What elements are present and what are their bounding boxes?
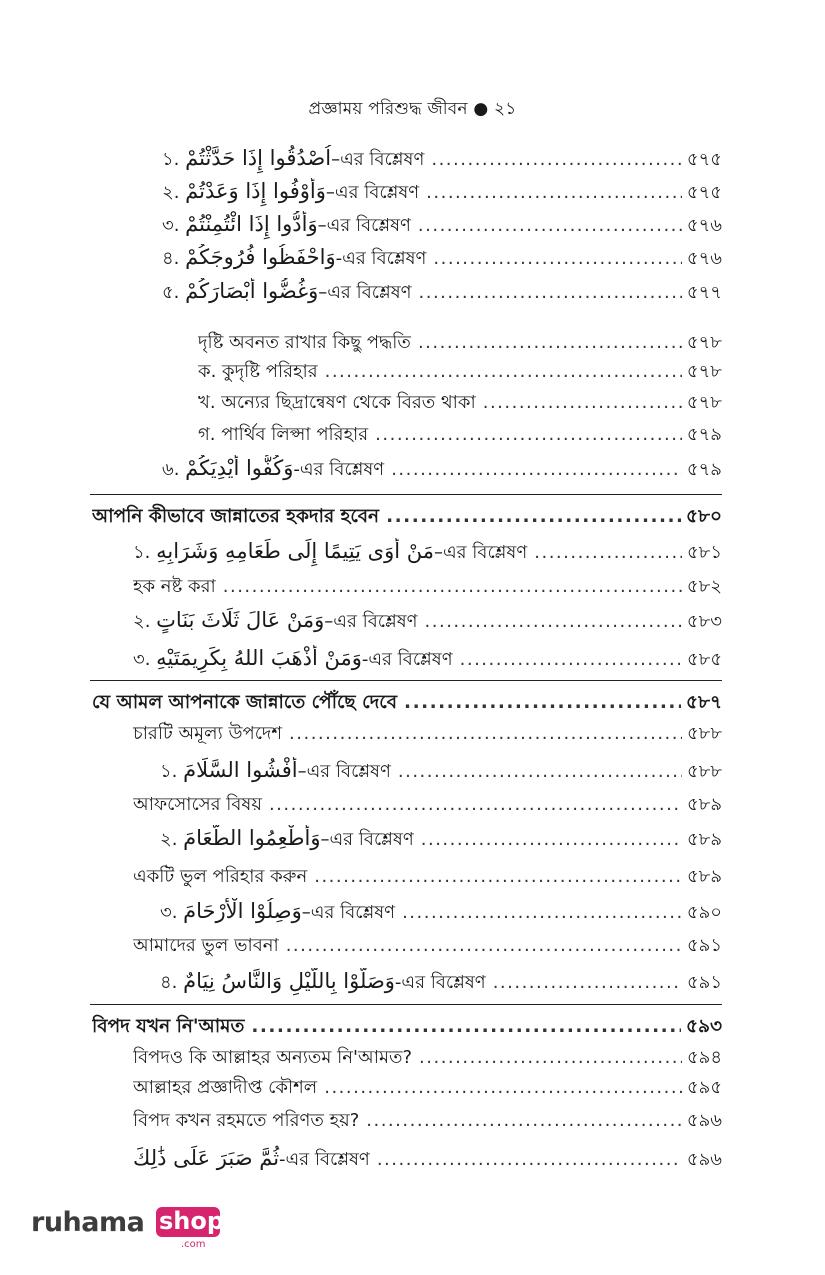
toc-entry-arabic: وَغُضُّوا أَبْصَارَكُمْ (185, 278, 319, 303)
dot-leader (251, 1018, 681, 1037)
toc-chapter[interactable] (92, 1012, 722, 1042)
dot-leader (269, 796, 682, 814)
toc-entry-number: ৪. (162, 247, 186, 269)
toc-page-number: ৫৮৯ (686, 865, 722, 887)
toc-entry-text: –এর বিশ্লেষণ (325, 181, 420, 203)
toc-entry-title (133, 862, 311, 892)
dot-leader (324, 1079, 682, 1097)
toc-entry-text: –এর বিশ্লেষণ (324, 610, 418, 632)
toc-entry-title (160, 898, 399, 928)
toc-page-number: ৫৯৪ (686, 1046, 722, 1068)
toc-entry-title (92, 502, 383, 532)
toc-page-number: ৫৯০ (686, 901, 722, 923)
dot-leader (534, 544, 682, 562)
section-divider (90, 680, 722, 681)
toc-page-number: ৫৮৮ (686, 760, 722, 782)
dot-leader (314, 868, 682, 886)
toc-entry-title (160, 757, 395, 787)
toc-entry-text: হক নষ্ট করা (133, 575, 216, 597)
toc-entry-arabic: أَفْشُوا السَّلَامَ (183, 757, 298, 782)
dot-leader (402, 904, 682, 922)
toc-entry-title (198, 420, 372, 450)
toc-entry-number: ৩. (160, 901, 184, 923)
toc-entry-text: আল্লাহর প্রজ্ঞাদীপ্ত কৌশল (133, 1076, 318, 1098)
toc-entry-arabic: وَمَنْ أَذْهَبَ اللهُ بِكَرِيمَتَيْهِ (156, 645, 362, 670)
toc-entry-title (198, 388, 480, 418)
dot-leader (325, 363, 682, 381)
toc-page-number: ৫৯১ (686, 971, 722, 993)
logo-shop-text: shop (159, 1207, 225, 1235)
toc-page-number: ৫৯৬ (686, 1109, 722, 1131)
toc-entry[interactable] (160, 825, 722, 855)
toc-entry-title (160, 825, 418, 855)
toc-entry[interactable] (162, 145, 722, 175)
toc-page-number: ৫৮১ (686, 541, 722, 563)
toc-entry[interactable] (133, 1073, 722, 1103)
dot-leader (286, 937, 682, 955)
toc-entry-title (160, 968, 490, 998)
toc-page-number: ৫৭৬ (686, 247, 722, 269)
dot-leader (366, 1112, 682, 1130)
toc-entry-arabic: وَأَوْفُوا إِذَا وَعَدْتُمْ (185, 178, 326, 203)
toc-entry-arabic: ثُمَّ صَبَرَ عَلَى ذَٰلِكَ (133, 1145, 280, 1170)
toc-entry-title (133, 790, 266, 820)
toc-entry-text: –এর বিশ্লেষণ (331, 148, 425, 170)
toc-entry-text: ক. কুদৃষ্টি পরিহার (198, 360, 318, 382)
toc-entry[interactable] (160, 898, 722, 928)
toc-entry-number: ২. (133, 610, 157, 632)
dot-leader (419, 284, 682, 302)
dot-leader (493, 974, 682, 992)
toc-chapter[interactable] (92, 502, 722, 532)
toc-entry-arabic: وَأَطْعِمُوا الطَّعَامَ (183, 825, 321, 850)
toc-entry-number: ২. (160, 828, 184, 850)
dot-leader (398, 763, 682, 781)
dot-leader (418, 334, 682, 352)
toc-page-number: ৫৭৫ (686, 181, 722, 203)
toc-entry-title (133, 719, 286, 749)
toc-page-number: ৫৮৯ (686, 828, 722, 850)
toc-entry[interactable] (198, 328, 722, 358)
toc-page-number: ৫৭৬ (686, 214, 722, 236)
toc-entry-number: ২. (162, 181, 186, 203)
toc-page-number: ৫৮৭ (685, 691, 722, 713)
toc-entry-title (133, 645, 457, 675)
dot-leader (418, 217, 682, 235)
toc-page-number: ৫৮৯ (686, 793, 722, 815)
toc-entry-text: আফসোসের বিষয় (133, 793, 262, 815)
toc-entry[interactable] (133, 862, 722, 892)
toc-entry[interactable] (133, 645, 722, 675)
toc-entry-text: -এর বিশ্লেষণ (279, 1148, 370, 1170)
toc-entry[interactable] (160, 757, 722, 787)
toc-page-number: ৫৭৫ (686, 148, 722, 170)
toc-entry-title (162, 178, 423, 208)
toc-entry-arabic: مَنْ أَوَى يَتِيمًا إِلَى طَعَامِهِ وَشَرَابِهِ (156, 538, 434, 563)
toc-entry-text: বিপদও কি আল্লাহর অন্যতম নি'আমত? (133, 1046, 413, 1068)
toc-entry-arabic: اُصْدُقُوا إِذَا حَدَّثْتُمْ (185, 145, 332, 170)
toc-entry[interactable] (133, 931, 722, 961)
toc-entry-number: ৩. (162, 214, 186, 236)
toc-entry-text: খ. অন্যের ছিদ্রান্বেষণ থেকে বিরত থাকা (198, 391, 476, 413)
toc-entry[interactable] (133, 719, 722, 749)
toc-entry-text: -এর বিশ্লেষণ (335, 247, 427, 269)
toc-entry-title (133, 538, 531, 568)
dot-leader (483, 394, 682, 412)
toc-entry-title (133, 572, 220, 602)
toc-entry-text: –এর বিশ্লেষণ (318, 281, 412, 303)
toc-page-number: ৫৯৩ (685, 1015, 722, 1037)
toc-page-number: ৫৮৫ (686, 648, 722, 670)
toc-entry-number: ৫. (162, 281, 186, 303)
section-divider (90, 1004, 722, 1005)
toc-entry[interactable] (133, 572, 722, 602)
toc-entry-text: -এর বিশ্লেষণ (394, 971, 486, 993)
toc-entry-text: আপনি কীভাবে জান্নাতের হকদার হবেন (92, 505, 380, 527)
toc-entry[interactable] (162, 178, 722, 208)
toc-entry-title (133, 931, 283, 961)
toc-chapter[interactable] (92, 688, 722, 718)
toc-entry-title (162, 455, 388, 485)
toc-entry[interactable] (133, 1145, 722, 1175)
toc-entry-title (133, 1106, 363, 1136)
toc-entry-number: ৪. (160, 971, 184, 993)
toc-page-number: ৫৯১ (686, 934, 722, 956)
toc-entry[interactable] (198, 388, 722, 418)
toc-entry-number: ১. (133, 541, 157, 563)
logo-domain-text: .com (181, 1239, 206, 1250)
toc-entry-title (162, 278, 416, 308)
dot-leader (460, 651, 682, 669)
toc-entry[interactable] (133, 1043, 722, 1073)
toc-entry[interactable] (162, 211, 722, 241)
toc-entry-text: –এর বিশ্লেষণ (301, 901, 396, 923)
dot-leader (375, 426, 682, 444)
toc-page-number: ৫৯৫ (686, 1076, 722, 1098)
toc-entry-arabic: وَأَدُّوا إِذَا ائْتُمِنْتُمْ (185, 211, 318, 236)
logo-ruhama-text: ruhama (31, 1207, 145, 1238)
dot-leader (431, 151, 682, 169)
toc-entry-title (133, 1043, 416, 1073)
toc-entry[interactable] (198, 420, 722, 450)
toc-entry-title (198, 357, 322, 387)
toc-entry-title (198, 328, 415, 358)
dot-leader (404, 694, 681, 713)
toc-entry-title (133, 607, 422, 637)
toc-entry-title (133, 1145, 374, 1175)
toc-entry[interactable] (162, 278, 722, 308)
dot-leader (421, 831, 682, 849)
toc-entry-arabic: وَصَلُّوْا بِاللَّيْلِ وَالنَّاسُ نِيَامٌ (183, 968, 395, 993)
toc-entry-number: ১. (160, 760, 184, 782)
toc-entry-title (92, 688, 401, 718)
toc-entry-title (133, 1073, 321, 1103)
toc-entry-text: -এর বিশ্লেষণ (293, 458, 385, 480)
toc-entry-text: –এর বিশ্লেষণ (297, 760, 391, 782)
toc-entry[interactable] (133, 607, 722, 637)
toc-entry-text: আমাদের ভুল ভাবনা (133, 934, 279, 956)
toc-page-number: ৫৭৮ (686, 331, 722, 353)
toc-entry-text: –এর বিশ্লেষণ (433, 541, 528, 563)
toc-entry[interactable] (133, 1106, 722, 1136)
toc-page-number: ৫৮২ (686, 575, 722, 597)
toc-entry-text: গ. পার্থিব লিপ্সা পরিহার (198, 423, 369, 445)
toc-page-number: ৫৮৩ (686, 610, 722, 632)
toc-entry-arabic: وَكُفُّوا أَيْدِيَكُمْ (185, 455, 294, 480)
dot-leader (377, 1151, 682, 1169)
toc-entry[interactable] (133, 538, 722, 568)
toc-page-number: ৫৮০ (685, 505, 722, 527)
dot-leader (419, 1049, 682, 1067)
toc-entry-number: ৬. (162, 458, 186, 480)
toc-entry-title (162, 244, 430, 274)
toc-entry-arabic: وَاحْفَظُوا فُرُوجَكُمْ (185, 244, 336, 269)
dot-leader (223, 578, 682, 596)
dot-leader (425, 613, 682, 631)
toc-entry-text: একটি ভুল পরিহার করুন (133, 865, 308, 887)
toc-entry-text: -এর বিশ্লেষণ (361, 648, 453, 670)
toc-entry[interactable] (198, 357, 722, 387)
toc-entry[interactable] (162, 455, 722, 485)
toc-entry[interactable] (160, 968, 722, 998)
toc-page-number: ৫৭৯ (686, 458, 722, 480)
toc-entry[interactable] (133, 790, 722, 820)
toc-page-number: ৫৭৯ (686, 423, 722, 445)
toc-entry-text: বিপদ কখন রহমতে পরিণত হয়? (133, 1109, 360, 1131)
toc-entry-arabic: وَمَنْ عَالَ ثَلَاثَ بَنَاتٍ (156, 607, 325, 632)
toc-entry-number: ১. (162, 148, 186, 170)
toc-page-number: ৫৭৭ (686, 281, 722, 303)
running-header: প্রজ্ঞাময় পরিশুদ্ধ জীবন ● ২১ (308, 99, 517, 119)
dot-leader (433, 250, 682, 268)
toc-entry-text: দৃষ্টি অবনত রাখার কিছু পদ্ধতি (198, 331, 411, 353)
toc-page-number: ৫৮৮ (686, 722, 722, 744)
toc-page-number: ৫৭৮ (686, 360, 722, 382)
toc-entry-number: ৩. (133, 648, 157, 670)
toc-entry-text: –এর বিশ্লেষণ (320, 828, 414, 850)
toc-entry[interactable] (162, 244, 722, 274)
toc-entry-title (162, 211, 415, 241)
toc-entry-text: –এর বিশ্লেষণ (317, 214, 411, 236)
toc-page-number: ৫৯৬ (686, 1148, 722, 1170)
section-divider (90, 494, 722, 495)
dot-leader (289, 725, 682, 743)
toc-entry-arabic: وَصِلُوْا الْأَرْحَامَ (183, 898, 302, 923)
toc-entry-text: চারটি অমূল্য উপদেশ (133, 722, 283, 744)
dot-leader (391, 461, 682, 479)
toc-entry-title (92, 1012, 248, 1042)
toc-entry-text: যে আমল আপনাকে জান্নাতে পৌঁছে দেবে (92, 691, 398, 713)
dot-leader (386, 508, 681, 527)
dot-leader (426, 184, 682, 202)
toc-entry-text: বিপদ যখন নি'আমত (92, 1015, 245, 1037)
toc-entry-title (162, 145, 428, 175)
toc-page-number: ৫৭৮ (686, 391, 722, 413)
